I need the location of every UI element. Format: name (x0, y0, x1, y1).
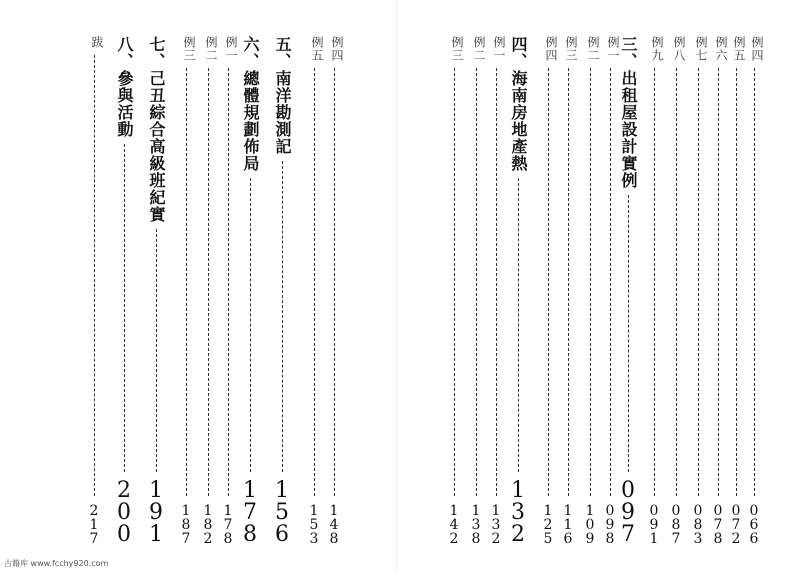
toc-entry-label: 例二 (472, 36, 486, 62)
toc-entry-label: 例五 (310, 36, 324, 62)
dotted-leader (548, 68, 549, 496)
dotted-leader (590, 68, 591, 496)
toc-entry-label: 七、己丑綜合高級班紀實 (147, 36, 166, 223)
toc-section-entry (270, 36, 294, 546)
toc-subentry (442, 36, 466, 546)
toc-page-number: 2 1 7 (89, 503, 99, 547)
toc-page-number: 1 3 2 (511, 478, 525, 547)
toc-entry-label: 跋 (90, 36, 104, 49)
toc-page-number: 1 0 9 (585, 503, 595, 547)
toc-entry-label: 例五 (732, 36, 746, 62)
footer-watermark: 古籍库 www.fcchy920.com (4, 559, 109, 568)
toc-subentry (742, 36, 766, 546)
dotted-leader (282, 161, 283, 472)
toc-page-number: 1 2 5 (543, 503, 553, 547)
dotted-leader (628, 195, 629, 472)
toc-page-number: 0 9 8 (605, 503, 615, 547)
dotted-leader (736, 68, 737, 496)
toc-entry-label: 例一 (606, 36, 620, 62)
toc-subentry (642, 36, 666, 546)
toc-subentry (556, 36, 580, 546)
toc-page-number: 0 8 7 (671, 503, 681, 547)
dotted-leader (718, 68, 719, 496)
dotted-leader (94, 55, 95, 496)
dotted-leader (334, 68, 335, 496)
toc-entry-label: 例二 (586, 36, 600, 62)
toc-entry-label: 例四 (330, 36, 344, 62)
toc-page-number: 1 8 7 (181, 503, 191, 547)
toc-entry-label: 例四 (750, 36, 764, 62)
toc-page-number: 1 5 3 (309, 503, 319, 547)
dotted-leader (610, 68, 611, 496)
toc-entry-label: 例三 (450, 36, 464, 62)
toc-subentry (82, 36, 106, 546)
toc-subentry (664, 36, 688, 546)
toc-subentry (216, 36, 240, 546)
toc-page-number: 1 4 2 (449, 503, 459, 547)
dotted-leader (654, 68, 655, 496)
dotted-leader (568, 68, 569, 496)
toc-page-number: 2 0 0 (117, 478, 131, 547)
toc-page-number: 0 9 1 (649, 503, 659, 547)
toc-page-number: 1 7 8 (243, 478, 257, 547)
toc-page-number: 0 6 6 (749, 503, 759, 547)
toc-section-entry (144, 36, 168, 546)
toc-page-number: 1 8 2 (203, 503, 213, 547)
toc-subentry (174, 36, 198, 546)
toc-page-number: 1 3 2 (491, 503, 501, 547)
toc-entry-label: 三、出租屋設計實例 (619, 36, 638, 189)
dotted-leader (208, 68, 209, 496)
toc-section-entry (616, 36, 640, 546)
toc-entry-label: 例三 (564, 36, 578, 62)
toc-page-number: 0 7 8 (713, 503, 723, 547)
toc-section-entry (112, 36, 136, 546)
dotted-leader (454, 68, 455, 496)
toc-entry-label: 六、總體規劃佈局 (241, 36, 260, 172)
toc-entry-label: 四、海南房地產熱 (509, 36, 528, 172)
dotted-leader (518, 178, 519, 472)
dotted-leader (228, 68, 229, 496)
toc-entry-label: 例七 (694, 36, 708, 62)
toc-page-number: 1 4 8 (329, 503, 339, 547)
toc-entry-label: 八、參與活動 (115, 36, 134, 138)
toc-section-entry (238, 36, 262, 546)
toc-entry-label: 例八 (672, 36, 686, 62)
toc-subentry (484, 36, 508, 546)
toc-page-number: 1 5 6 (275, 478, 289, 547)
dotted-leader (314, 68, 315, 496)
toc-entry-label: 五、南洋勘測記 (273, 36, 292, 155)
toc-section-entry (506, 36, 530, 546)
dotted-leader (250, 178, 251, 472)
dotted-leader (476, 68, 477, 496)
toc-page-number: 0 8 3 (693, 503, 703, 547)
dotted-leader (754, 68, 755, 496)
dotted-leader (156, 229, 157, 472)
toc-page-number: 1 3 8 (471, 503, 481, 547)
dotted-leader (676, 68, 677, 496)
dotted-leader (124, 144, 125, 472)
toc-entry-label: 例六 (714, 36, 728, 62)
toc-subentry (322, 36, 346, 546)
dotted-leader (698, 68, 699, 496)
dotted-leader (186, 68, 187, 496)
toc-entry-label: 例一 (492, 36, 506, 62)
toc-page-number: 1 9 1 (149, 478, 163, 547)
toc-entry-label: 例九 (650, 36, 664, 62)
toc-entry-label: 例三 (182, 36, 196, 62)
toc-page-number: 1 1 6 (563, 503, 573, 547)
toc-page-number: 0 7 2 (731, 503, 741, 547)
page-fold (396, 0, 397, 573)
toc-page-number: 0 9 7 (621, 478, 635, 547)
toc-entry-label: 例二 (204, 36, 218, 62)
toc-page-number: 1 7 8 (223, 503, 233, 547)
dotted-leader (496, 68, 497, 496)
toc-entry-label: 例一 (224, 36, 238, 62)
toc-entry-label: 例四 (544, 36, 558, 62)
